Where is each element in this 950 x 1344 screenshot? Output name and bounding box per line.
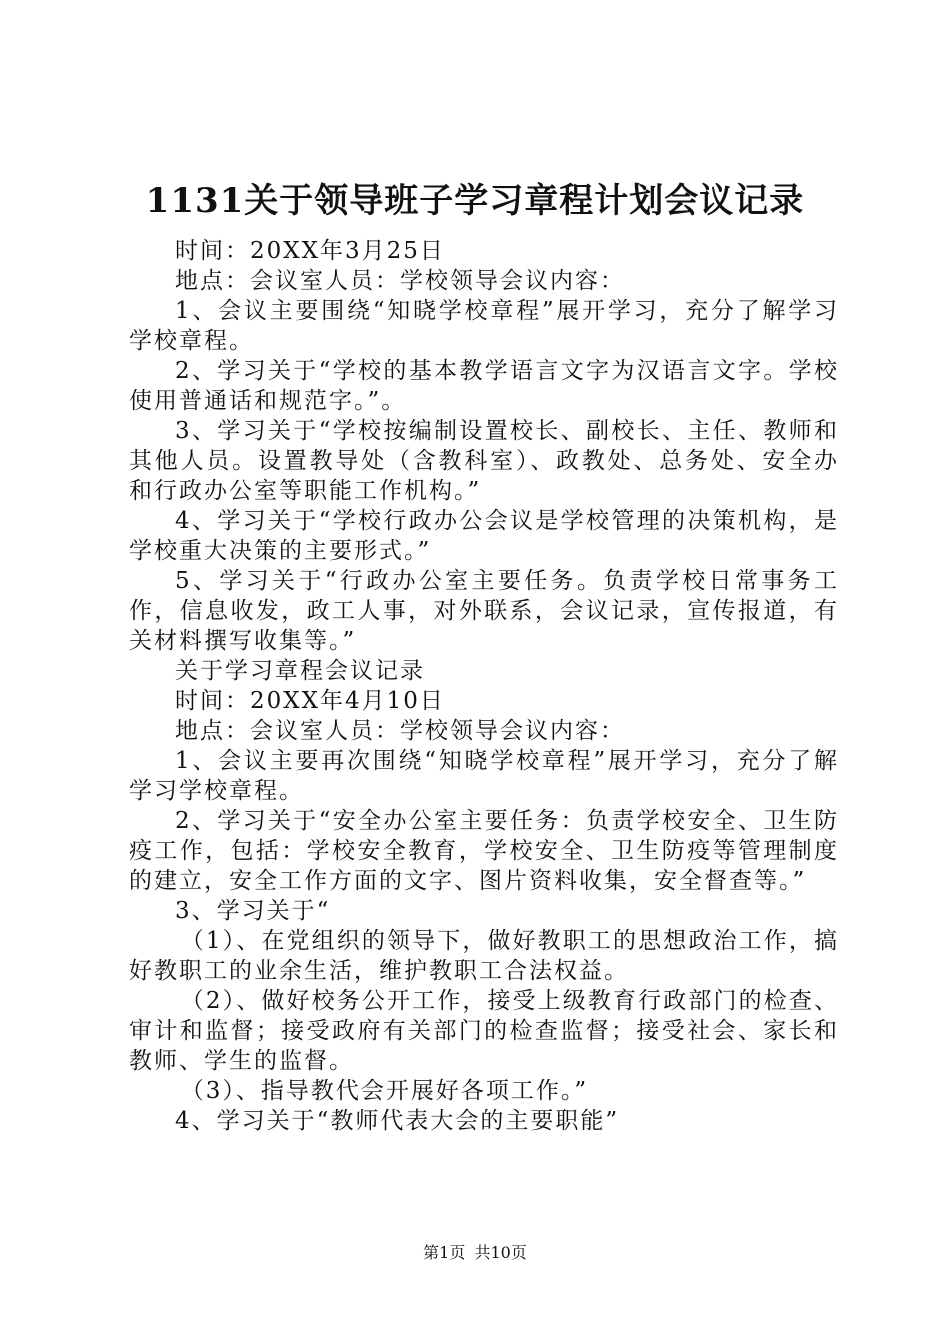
paragraph-item-1: 1、会议主要围绕“知晓学校章程”展开学习，充分了解学习学校章程。	[129, 298, 839, 354]
section-heading: 关于学习章程会议记录	[175, 658, 425, 684]
paragraph-location-1: 地点：会议室人员：学校领导会议内容：	[175, 268, 625, 294]
document-body	[129, 236, 839, 1136]
paragraph-item-4: 4、学习关于“学校行政办公会议是学校管理的决策机构，是学校重大决策的主要形式。”	[129, 508, 839, 564]
paragraph-item-4b: 4、学习关于“教师代表大会的主要职能”	[175, 1108, 620, 1134]
paragraph-item-3: 3、学习关于“学校按编制设置校长、副校长、主任、教师和其他人员。设置教导处（含教科室）、政教处、总务处、安全办和行政办公室等职能工作机构。”	[129, 418, 839, 504]
page-number: 第1页	[423, 1243, 466, 1262]
paragraph-subitem-1: （1）、在党组织的领导下，做好教职工的思想政治工作，搞好教职工的业余生活，维护教职工合法权益。	[129, 928, 839, 984]
paragraph-item-2b: 2、学习关于“安全办公室主要任务：负责学校安全、卫生防疫工作，包括：学校安全教育，学校安全、卫生防疫等管理制度的建立，安全工作方面的文字、图片资料收集，安全督查等。”	[129, 808, 839, 894]
page-total: 共10页	[474, 1243, 527, 1262]
paragraph-subitem-3: （3）、指导教代会开展好各项工作。”	[180, 1078, 589, 1104]
paragraph-item-5: 5、学习关于“行政办公室主要任务。负责学校日常事务工作，信息收发，政工人事，对外联系，会议记录，宣传报道，有关材料撰写收集等。”	[129, 568, 839, 654]
paragraph-subitem-2: （2）、做好校务公开工作，接受上级教育行政部门的检查、审计和监督；接受政府有关部门的检查监督；接受社会、家长和教师、学生的监督。	[129, 988, 839, 1074]
paragraph-item-3b: 3、学习关于“	[175, 898, 331, 924]
paragraph-item-1b: 1、会议主要再次围绕“知晓学校章程”展开学习，充分了解学习学校章程。	[129, 748, 839, 804]
page-footer	[0, 1242, 950, 1264]
document-title: 1131关于领导班子学习章程计划会议记录	[145, 181, 805, 221]
paragraph-location-2: 地点：会议室人员：学校领导会议内容：	[175, 718, 625, 744]
paragraph-item-2: 2、学习关于“学校的基本教学语言文字为汉语言文字。学校使用普通话和规范字。”。	[129, 358, 839, 414]
paragraph-time-2: 时间：20XX年4月10日	[175, 688, 445, 714]
paragraph-time-1: 时间：20XX年3月25日	[175, 238, 445, 264]
